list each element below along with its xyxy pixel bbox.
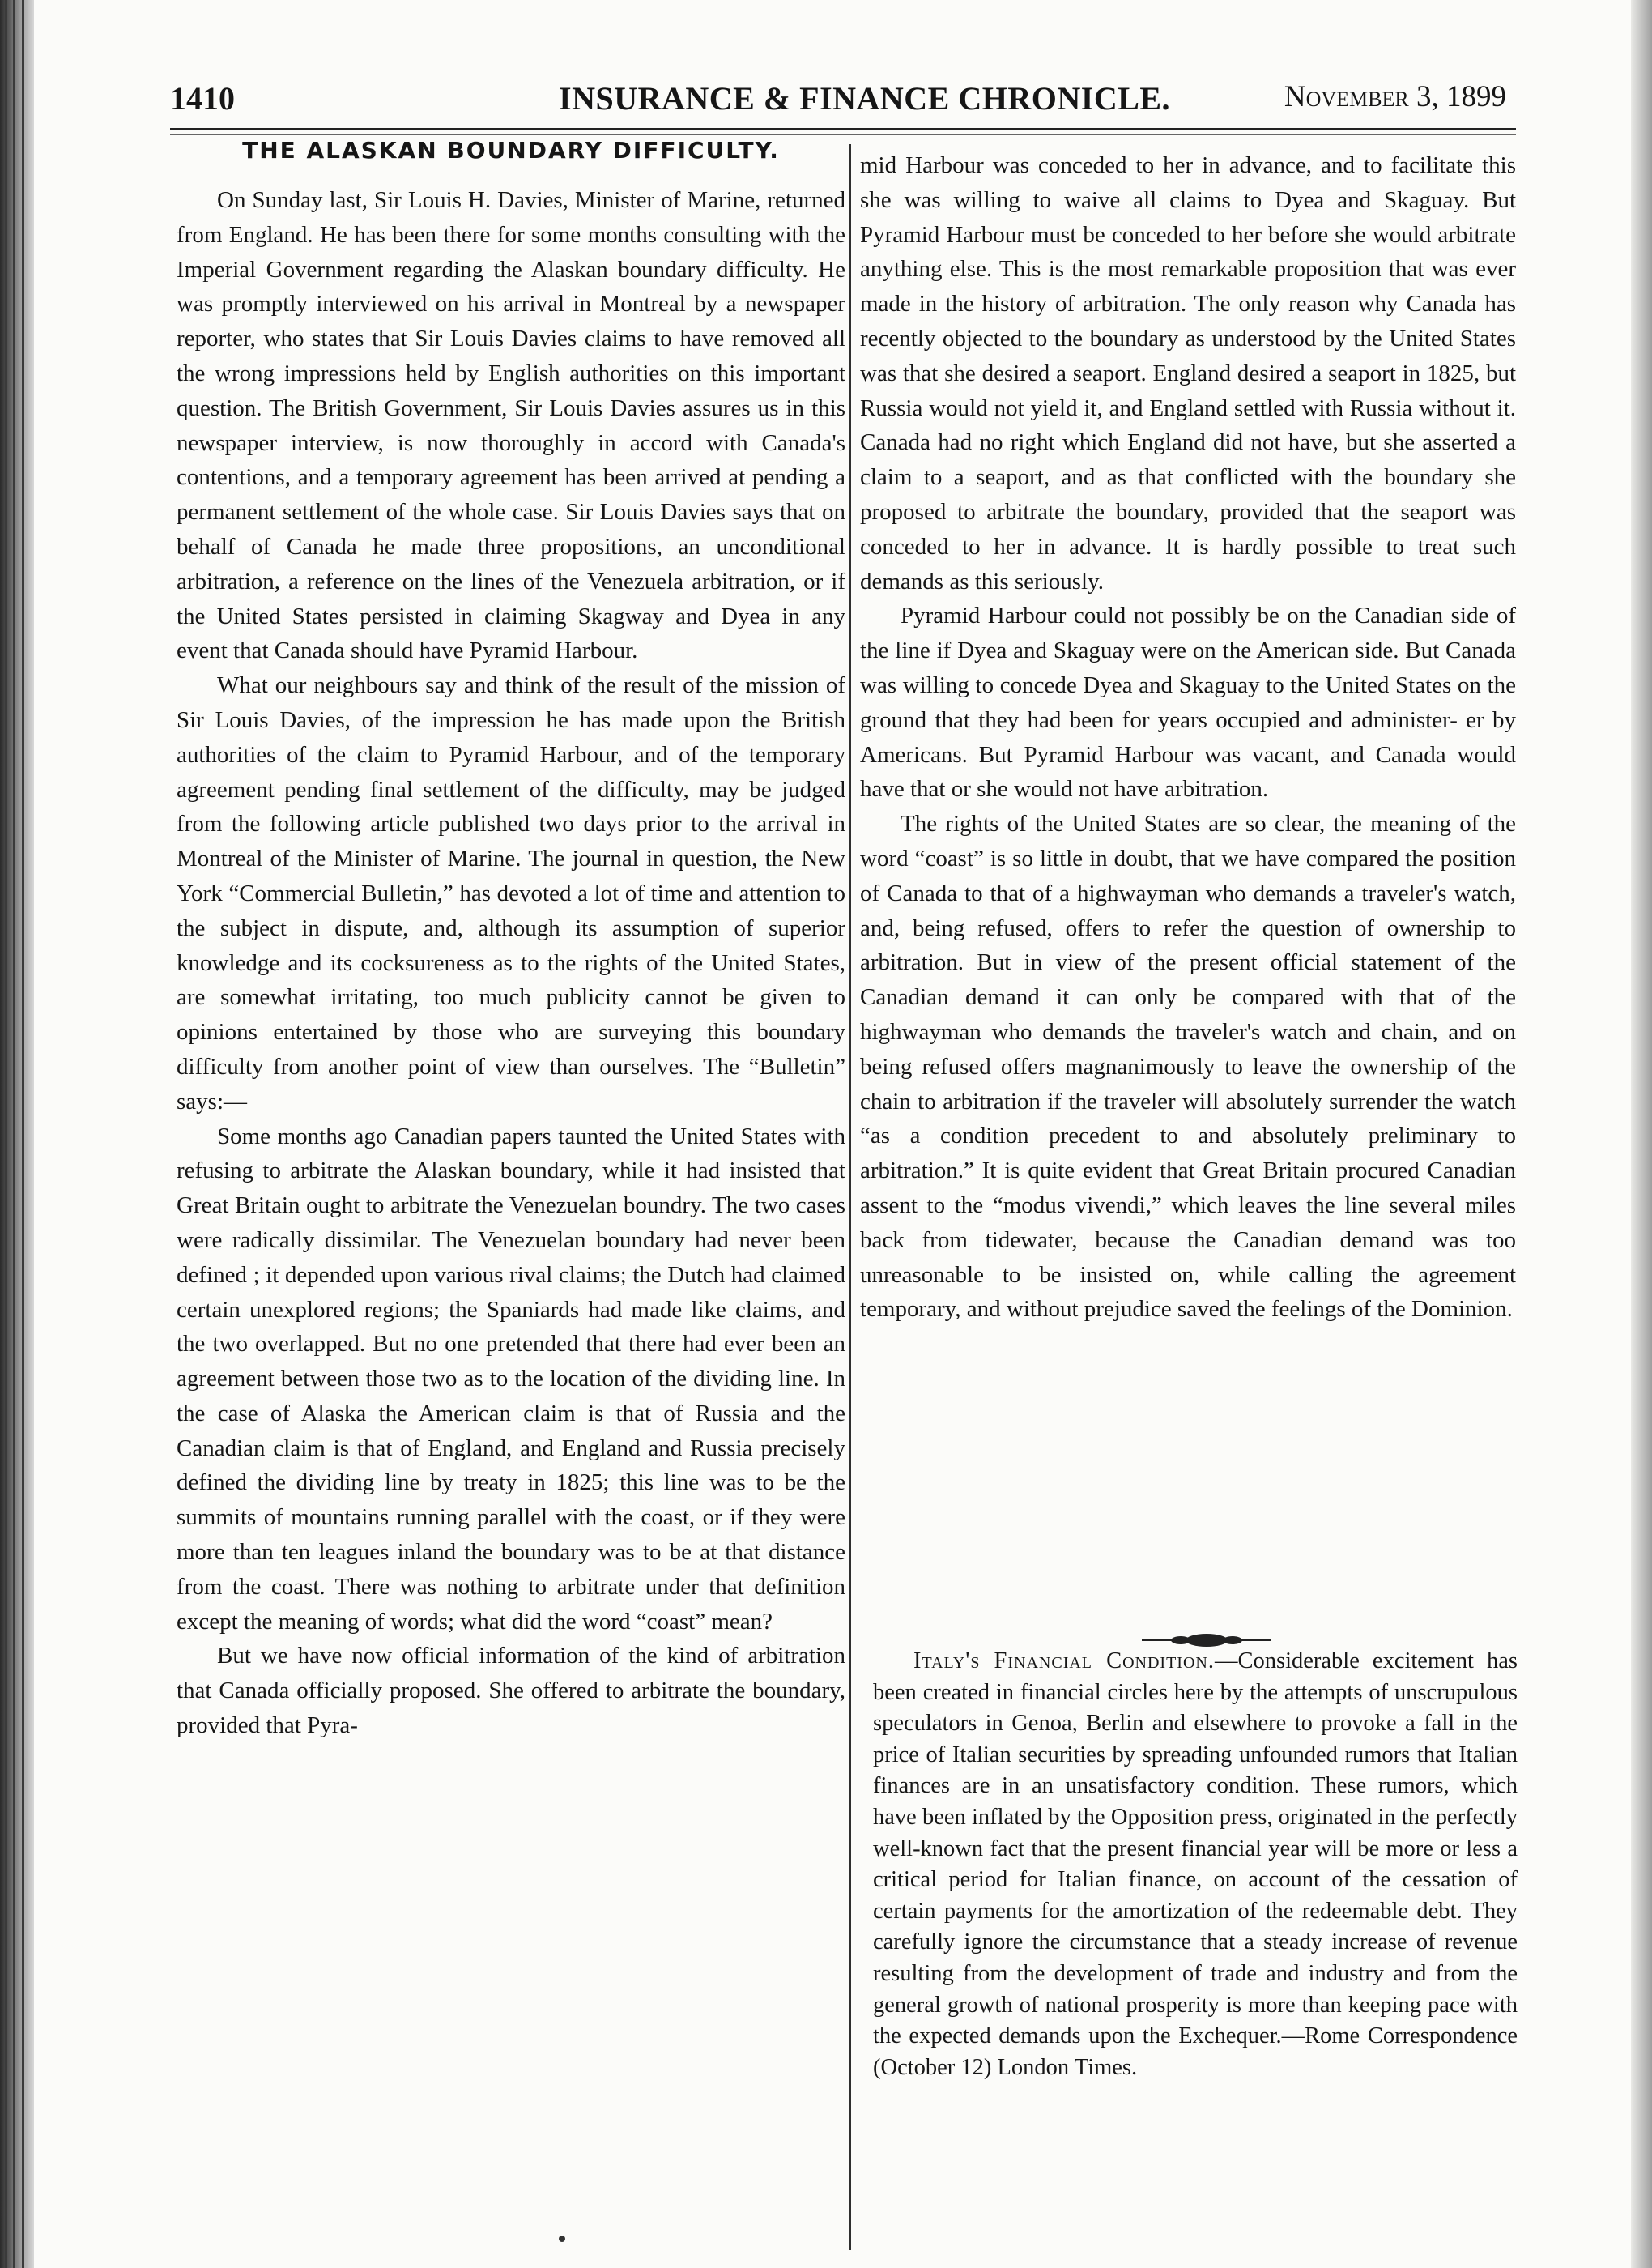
paragraph: What our neighbours say and think of the result of the mission of Sir Louis Davies, of the impression he has made upon the British authorities of the claim to Pyramid Harbour, and of the temporary agreement pending final settlement of the difficulty, may be judged from the following article published two days prior to the arrival in Montreal of the Minister of Marine. The journal in question, the New York “Commercial Bulletin,” has devoted a lot of time and attention to the subject in dispute, and, although its assumption of superior knowledge and its cocksureness as to the rights of the United States, are somewhat irritating, too much publicity cannot be given to opinions entertained by those who are surveying this boundary difficulty from another point of view than ourselves. The “Bulletin” says:— [177,672,845,1115]
paragraph: But we have now official information of the kind of arbitration that Canada officially proposed. She offered to arbitrate the boundary, provided that Pyra- [177,1643,845,1739]
note-heading: Italy's Financial Condition. [913,1648,1215,1673]
header-rule [170,128,1516,130]
issue-date: November 3, 1899 [1284,80,1506,113]
italy-financial-note [873,1646,1518,2083]
page-edge [1631,0,1652,2268]
paragraph: mid Harbour was conceded to her in advance, and to facilitate this she was willing to waive all claims to Dyea and Skaguay. But Pyramid Harbour must be conceded to her before she would arbitrate anything else. This is the most remarkable proposition that was ever made in the history of arbitration. The only reason why Canada has recently objected to the boundary as understood by the United States was that she desired a seaport. England desired a seaport in 1825, but Russia would not yield it, and England settled with Russia without it. Canada had no right which England did not have, but she asserted a claim to a seaport, and as that conflicted with the boundary she proposed to arbitrate the boundary, provided that the seaport was conceded to her in advance. It is hardly possible to treat such demands as this seriously. [860,152,1516,595]
journal-title: INSURANCE & FINANCE CHRONICLE. [559,80,1171,117]
article-right-column [860,148,1516,1327]
paragraph [873,1646,1518,2083]
page-number: 1410 [170,80,235,117]
binding-spine [0,0,34,2268]
article-title: THE ALASKAN BOUNDARY DIFFICULTY. [242,137,780,164]
print-speck [559,2236,565,2242]
paragraph: Some months ago Canadian papers taunted the United States with refusing to arbitrate the Alaskan boundary, while it had insisted that Great Britain ought to arbitrate the Venezuelan boundry. The two cases were radically dissimilar. The Venezuelan boundary had never been defined ; it depended upon various rival claims; the Dutch had claimed certain unexplored regions; the Spaniards had made like claims, and the two overlapped. But no one pretended that there had ever been an agreement between those two as to the location of the dividing line. In the case of Alaska the American claim is that of Russia and the Canadian claim is that of England, and England and Russia precisely defined the dividing line by treaty in 1825; this line was to be the summits of mountains running parallel with the coast, or if they were more than ten leagues inland the boundary was to be at that distance from the coast. There was nothing to arbitrate under that definition except the meaning of words; what did the word “coast” mean? [177,1123,845,1635]
paragraph: On Sunday last, Sir Louis H. Davies, Minister of Marine, returned from England. He has been there for some months consulting with the Imperial Government regarding the Alaskan boundary difficulty. He was promptly interviewed on his arrival in Montreal by a newspaper reporter, who states that Sir Louis Davies claims to have removed all the wrong impressions held by English authorities on this important question. The British Government, Sir Louis Davies assures us in this newspaper interview, is now thoroughly in accord with Canada's contentions, and a temporary agreement has been arrived at pending a permanent settlement of the whole case. Sir Louis Davies says that on behalf of Canada he made three propositions, an unconditional arbitration, a reference on the lines of the Venezuela arbitration, or if the United States persisted in claiming Skagway and Dyea in any event that Canada should have Pyramid Harbour. [177,187,845,664]
header-rule-secondary [170,134,1516,135]
note-body: —Considerable excitement has been created in financial circles here by the attempts of unscrupulous speculators in Genoa, Berlin and elsewhere to provoke a fall in the price of Italian securities by spreading unfounded rumors that Italian finances are in an unsatisfactory condition. These rumors, which have been inflated by the Opposition press, originated in the perfectly well-known fact that the present financial year will be more or less a critical period for Italian finance, on account of the cessation of certain payments for the amortization of the redeemable debt. They carefully ignore the circumstance that a steady increase of revenue resulting from the development of trade and industry and from the general growth of national prosperity is more than keeping pace with the expected demands upon the Exchequer.—Rome Correspondence (October 12) London Times. [873,1648,1518,2080]
paragraph: Pyramid Harbour could not possibly be on the Canadian side of the line if Dyea and Skaguay were on the American side. But Canada was willing to concede Dyea and Skaguay to the United States on the ground that they had been for years occupied and administer- er by Americans. But Pyramid Harbour was vacant, and Canada would have that or she would not have arbitration. [860,603,1516,803]
page-header [170,79,1506,120]
paragraph: The rights of the United States are so clear, the meaning of the word “coast” is so little in doubt, that we have compared the position of Canada to that of a highwayman who demands a traveler's watch, and, being refused, offers to refer the question of ownership to arbitration. But in view of the present official statement of the Canadian demand it can only be compared with that of the highwayman who demands the traveler's watch and chain, and on being refused offers magnanimously to leave the ownership of the chain to arbitration if the traveler will absolutely surrender the watch “as a condition precedent to and absolutely preliminary to arbitration.” It is quite evident that Great Britain procured Canadian assent to the “modus vivendi,” which leaves the line several miles back from tidewater, because the Canadian demand was too unreasonable to be insisted on, while calling the agreement temporary, and without prejudice saved the feelings of the Dominion. [860,811,1516,1323]
column-divider [849,144,851,2250]
article-left-column [177,136,845,1743]
